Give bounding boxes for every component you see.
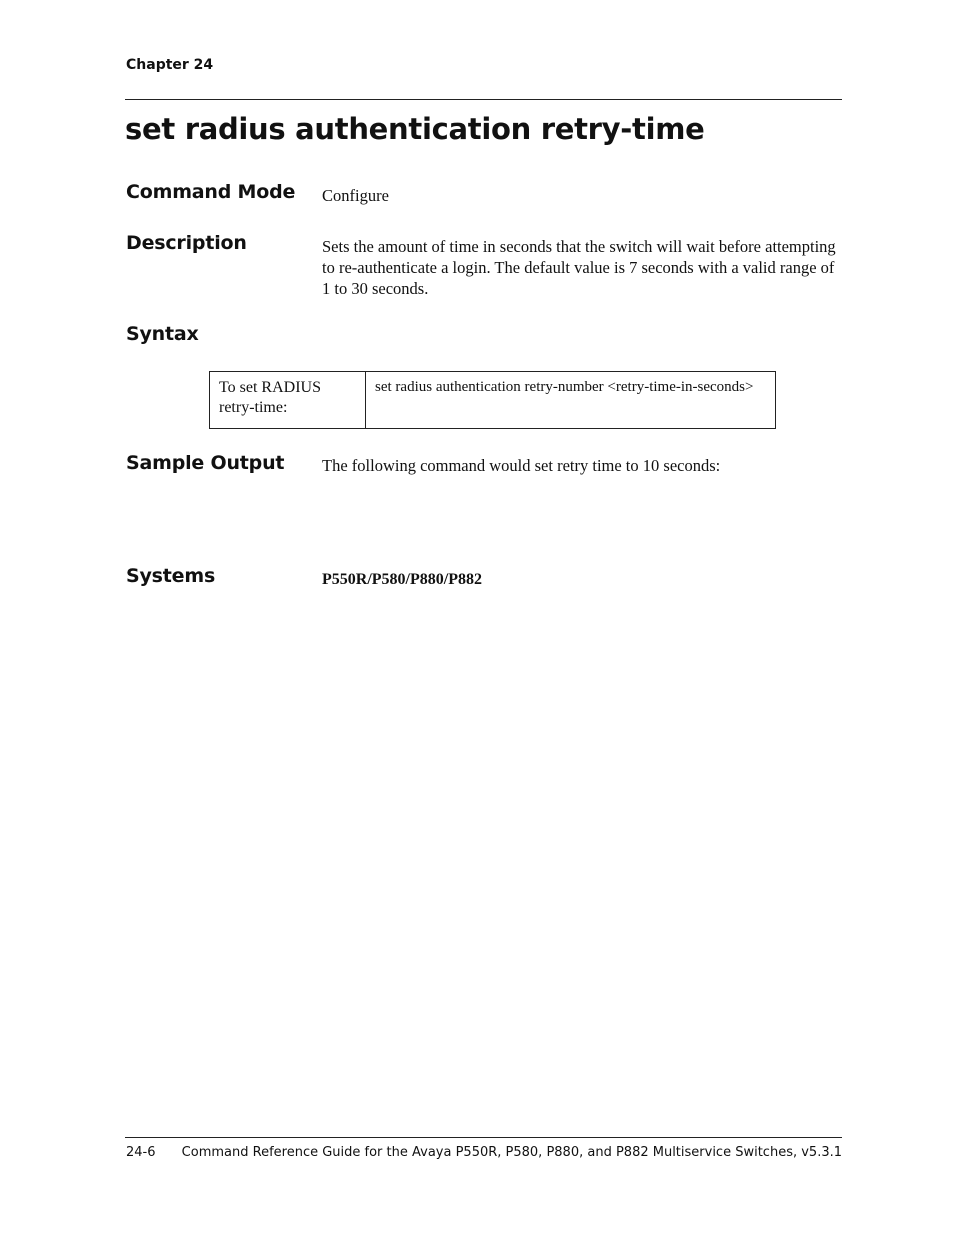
systems-text: P550R/P580/P880/P882	[322, 571, 482, 588]
syntax-label-cell: To set RADIUS retry-time:	[210, 372, 366, 429]
header-divider	[125, 99, 842, 100]
syntax-heading: Syntax	[126, 323, 199, 345]
page-title: set radius authentication retry-time	[125, 112, 705, 146]
sample-output-text: The following command would set retry time to 10 seconds:	[322, 456, 721, 475]
systems-heading: Systems	[126, 565, 216, 587]
sample-output-heading: Sample Output	[126, 452, 285, 474]
footer-document-title: Command Reference Guide for the Avaya P550R, P580, P880, and P882 Multiservice Switches, v5.3.1	[181, 1145, 842, 1160]
description-text: Sets the amount of time in seconds that the switch will wait before attempting to re-authenticate a login. The default value is 7 seconds with a valid range of 1 to 30 seconds.	[322, 237, 836, 298]
chapter-label: Chapter 24	[126, 57, 214, 73]
command-mode-heading: Command Mode	[126, 181, 296, 203]
syntax-row	[210, 372, 776, 429]
command-mode-text: Configure	[322, 186, 389, 205]
description-heading: Description	[126, 232, 247, 254]
footer-divider	[125, 1137, 842, 1138]
footer-page-number: 24-6	[126, 1145, 156, 1160]
syntax-table	[209, 371, 776, 429]
syntax-command-cell: set radius authentication retry-number <retry-time-in-seconds>	[366, 372, 776, 429]
